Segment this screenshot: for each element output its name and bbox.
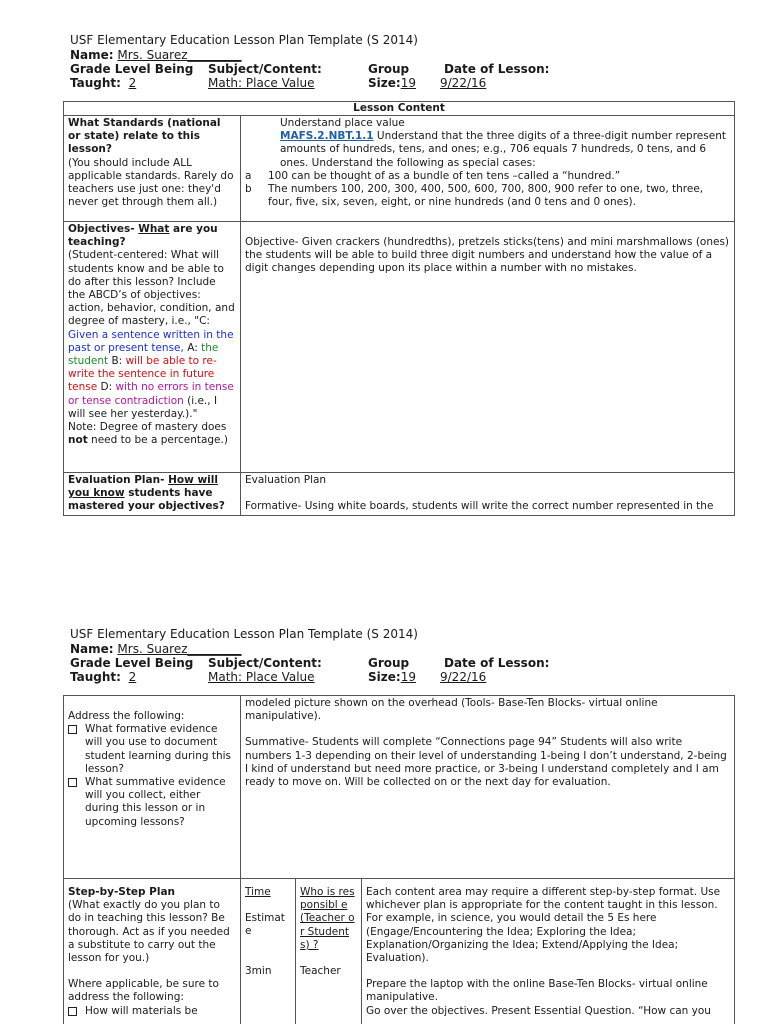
objectives-q-part1: Objectives- <box>68 223 139 235</box>
subject-value: Math: Place Value <box>208 76 315 90</box>
steps-content-3: Go over the objectives. Present Essential Question. “How can you <box>366 1004 711 1017</box>
teacher-name: Mrs. Suarez <box>117 48 188 62</box>
who-heading: Who is responsibl e (Teacher or Students) ? <box>300 886 355 951</box>
steps-row <box>64 879 735 1024</box>
objectives-note <box>68 249 236 421</box>
objectives-note3 <box>68 421 236 447</box>
abcd-behavior: will be able to re-write the sentence in future tense <box>68 355 217 394</box>
steps-item-1 <box>68 1005 236 1018</box>
standards-line1: Understand place value <box>280 117 405 129</box>
standards-note: (You should include ALL applicable standards. Rarely do teachers use just one: they'd never get through them all.) <box>68 156 234 209</box>
name-underline: _________ <box>187 642 242 656</box>
teacher-name: Mrs. Suarez <box>117 642 188 656</box>
abcd-audience: the student <box>68 341 219 368</box>
address-item-1-text: What formative evidence will you use to document student learning during this lesson? <box>85 723 232 775</box>
grade-label: Grade Level Being <box>70 62 194 76</box>
grade-label: Grade Level Being <box>70 656 194 670</box>
teacher-name-value <box>117 642 241 656</box>
abcd-a-label: A: <box>183 341 202 354</box>
subject-value: Math: Place Value <box>208 670 315 684</box>
name-label: Name: <box>70 48 114 62</box>
grade-field <box>70 76 136 90</box>
objectives-answer-cell <box>241 222 735 473</box>
steps-where: Where applicable, be sure to address the following: <box>68 978 219 1004</box>
teacher-name-line <box>70 642 730 656</box>
abcd-d-label: D: <box>97 381 116 394</box>
address-intro: Address the following: <box>68 710 185 722</box>
steps-desc: (What exactly do you plan to do in teaching this lesson? Be thorough. Act as if you needed a substitute to carry out the lesson for you.) <box>68 899 230 965</box>
objectives-q-part2: are you teaching? <box>68 223 218 249</box>
lesson-plan-table-2 <box>63 695 735 1024</box>
taught-label: Taught: <box>70 76 121 90</box>
name-label: Name: <box>70 642 114 656</box>
checkbox-icon <box>68 778 77 787</box>
teacher-name-line <box>70 48 730 62</box>
address-question-cell <box>64 696 241 879</box>
size-label: Size: <box>368 76 401 90</box>
objectives-q-what: What <box>138 223 170 235</box>
group-field <box>368 76 416 90</box>
eval-q-how: How will you know <box>68 474 218 500</box>
date-label: Date of Lesson: <box>444 62 550 76</box>
steps-question-cell <box>64 879 241 1024</box>
standard-text: Understand that the three digits of a three-digit number represent amounts of hundreds, tens, and ones; e.g., 706 equals 7 hundreds, 0 tens, and 6 ones. Understand the following as special cases: <box>280 130 726 169</box>
checkbox-icon <box>68 725 77 734</box>
objectives-answer: Objective- Given crackers (hundredths), pretzels sticks(tens) and mini marshmallows (ones) the students will be able to build three digit numbers and understand how the value of a digit changes depending upon its place within a number with no mistakes. <box>245 236 730 275</box>
abcd-b-label: B: <box>108 355 126 368</box>
address-answer-cell <box>241 696 735 879</box>
group-size-value: 19 <box>400 76 416 90</box>
lesson-content-table <box>63 101 735 516</box>
evaluation-answer-cell <box>241 473 735 516</box>
evaluation-row <box>64 473 735 516</box>
grade-value: 2 <box>128 76 137 90</box>
group-label: Group <box>368 656 410 670</box>
teacher-name-value <box>117 48 241 62</box>
steps-content-2: Prepare the laptop with the online Base-Ten Blocks- virtual online manipulative. <box>366 978 708 1004</box>
group-label: Group <box>368 62 410 76</box>
time-subheading: Estimat e <box>245 912 285 938</box>
standards-answer-cell <box>241 116 735 222</box>
lesson-date-value: 9/22/16 <box>440 76 487 90</box>
size-label: Size: <box>368 670 401 684</box>
standards-question: What Standards (national or state) relate to this lesson? <box>68 117 221 156</box>
evaluation-formative: Formative- Using white boards, students will write the correct number represented in the <box>245 500 714 513</box>
steps-item-1-text: How will materials be <box>85 1004 198 1017</box>
standards-question-cell <box>64 116 241 222</box>
formative-continued: modeled picture shown on the overhead (Tools- Base-Ten Blocks- virtual online manipulative). <box>245 697 658 723</box>
date-label: Date of Lesson: <box>444 656 550 670</box>
objectives-row <box>64 222 735 473</box>
standards-row <box>64 116 735 222</box>
who-value: Teacher <box>300 965 341 978</box>
standard-code-link[interactable]: MAFS.2.NBT.1.1 <box>280 130 374 143</box>
taught-label: Taught: <box>70 670 121 684</box>
checkbox-icon <box>68 1007 77 1016</box>
summative-text: Summative- Students will complete “Connections page 94” Students will also write numbers 1-3 depending on their level of understanding 1-being I don’t understand, 2-being I kind of understand but need more practice, or 3-being I understand completely and I am ready to move on. Will be collected on or the next day for evaluation. <box>245 736 727 789</box>
abcd-condition: Given a sentence written in the past or present tense, <box>68 328 234 354</box>
header-row-1 <box>70 62 730 76</box>
note3-a: Note: Degree of mastery does <box>68 421 227 434</box>
group-size-value: 19 <box>400 670 416 684</box>
steps-title: Step-by-Step Plan <box>68 886 176 898</box>
note3-b: need to be a percentage.) <box>87 434 228 447</box>
evaluation-question-cell <box>64 473 241 516</box>
steps-content-1: Each content area may require a different step-by-step format. Use whichever plan is appropriate for the content taught in this lesson. For example, in science, you would detail the 5 Es here (Engage/Encountering the Idea; Exploring the Idea; Explanation/Organizing the Idea; Extend/Applying the Idea; Evaluation). <box>366 886 721 965</box>
time-heading: Time <box>245 886 271 898</box>
header-row-2 <box>70 76 730 90</box>
steps-content-cell <box>362 879 735 1024</box>
template-title: USF Elementary Education Lesson Plan Template (S 2014) <box>70 627 418 641</box>
lesson-date-value: 9/22/16 <box>440 670 487 684</box>
grade-field <box>70 670 136 684</box>
name-underline: _________ <box>187 48 242 62</box>
address-item-2 <box>68 776 236 829</box>
address-item-1 <box>68 723 236 776</box>
objectives-question-cell <box>64 222 241 473</box>
item-a-text: 100 can be thought of as a bundle of ten tens –called a “hundred.” <box>268 169 621 182</box>
group-field <box>368 670 416 684</box>
template-title: USF Elementary Education Lesson Plan Template (S 2014) <box>70 33 418 47</box>
time-value: 3min <box>245 964 272 977</box>
eval-q-part2: students have mastered your objectives? <box>68 487 225 513</box>
header-row-1 <box>70 656 730 670</box>
objectives-question <box>68 223 236 249</box>
who-responsible-cell <box>296 879 362 1024</box>
objectives-note2: (i.e., I will see her yesterday.)." <box>68 394 218 420</box>
grade-value: 2 <box>128 670 137 684</box>
item-b-text: The numbers 100, 200, 300, 400, 500, 600, 700, 800, 900 refer to one, two, three, four, five, six, seven, eight, or nine hundreds (and 0 tens and 0 ones). <box>268 183 704 209</box>
page-header-2 <box>70 627 730 684</box>
page-header-1 <box>70 33 730 90</box>
subject-label: Subject/Content: <box>208 62 322 76</box>
objectives-note1: (Student-centered: What will students know and be able to do after this lesson? Include the ABCD’s of objectives: action, behavior, condition, and degree of mastery, i.e., "C: <box>68 249 235 328</box>
eval-q-part1: Evaluation Plan- <box>68 474 169 486</box>
address-row <box>64 696 735 879</box>
standard-item-b <box>245 183 730 209</box>
lesson-content-heading: Lesson Content <box>64 102 735 116</box>
item-b-marker: b <box>245 183 252 196</box>
time-estimate-cell <box>241 879 296 1024</box>
note3-not: not <box>68 434 88 447</box>
subject-label: Subject/Content: <box>208 656 322 670</box>
evaluation-title: Evaluation Plan <box>245 474 327 486</box>
abcd-degree: with no errors in tense or tense contradiction <box>68 381 234 407</box>
standard-description <box>245 130 730 170</box>
address-item-2-text: What summative evidence will you collect, either during this lesson or in upcoming lessons? <box>85 776 226 828</box>
item-a-marker: a <box>245 169 252 182</box>
standard-item-a <box>245 170 730 183</box>
header-row-2 <box>70 670 730 684</box>
evaluation-question <box>68 474 236 514</box>
